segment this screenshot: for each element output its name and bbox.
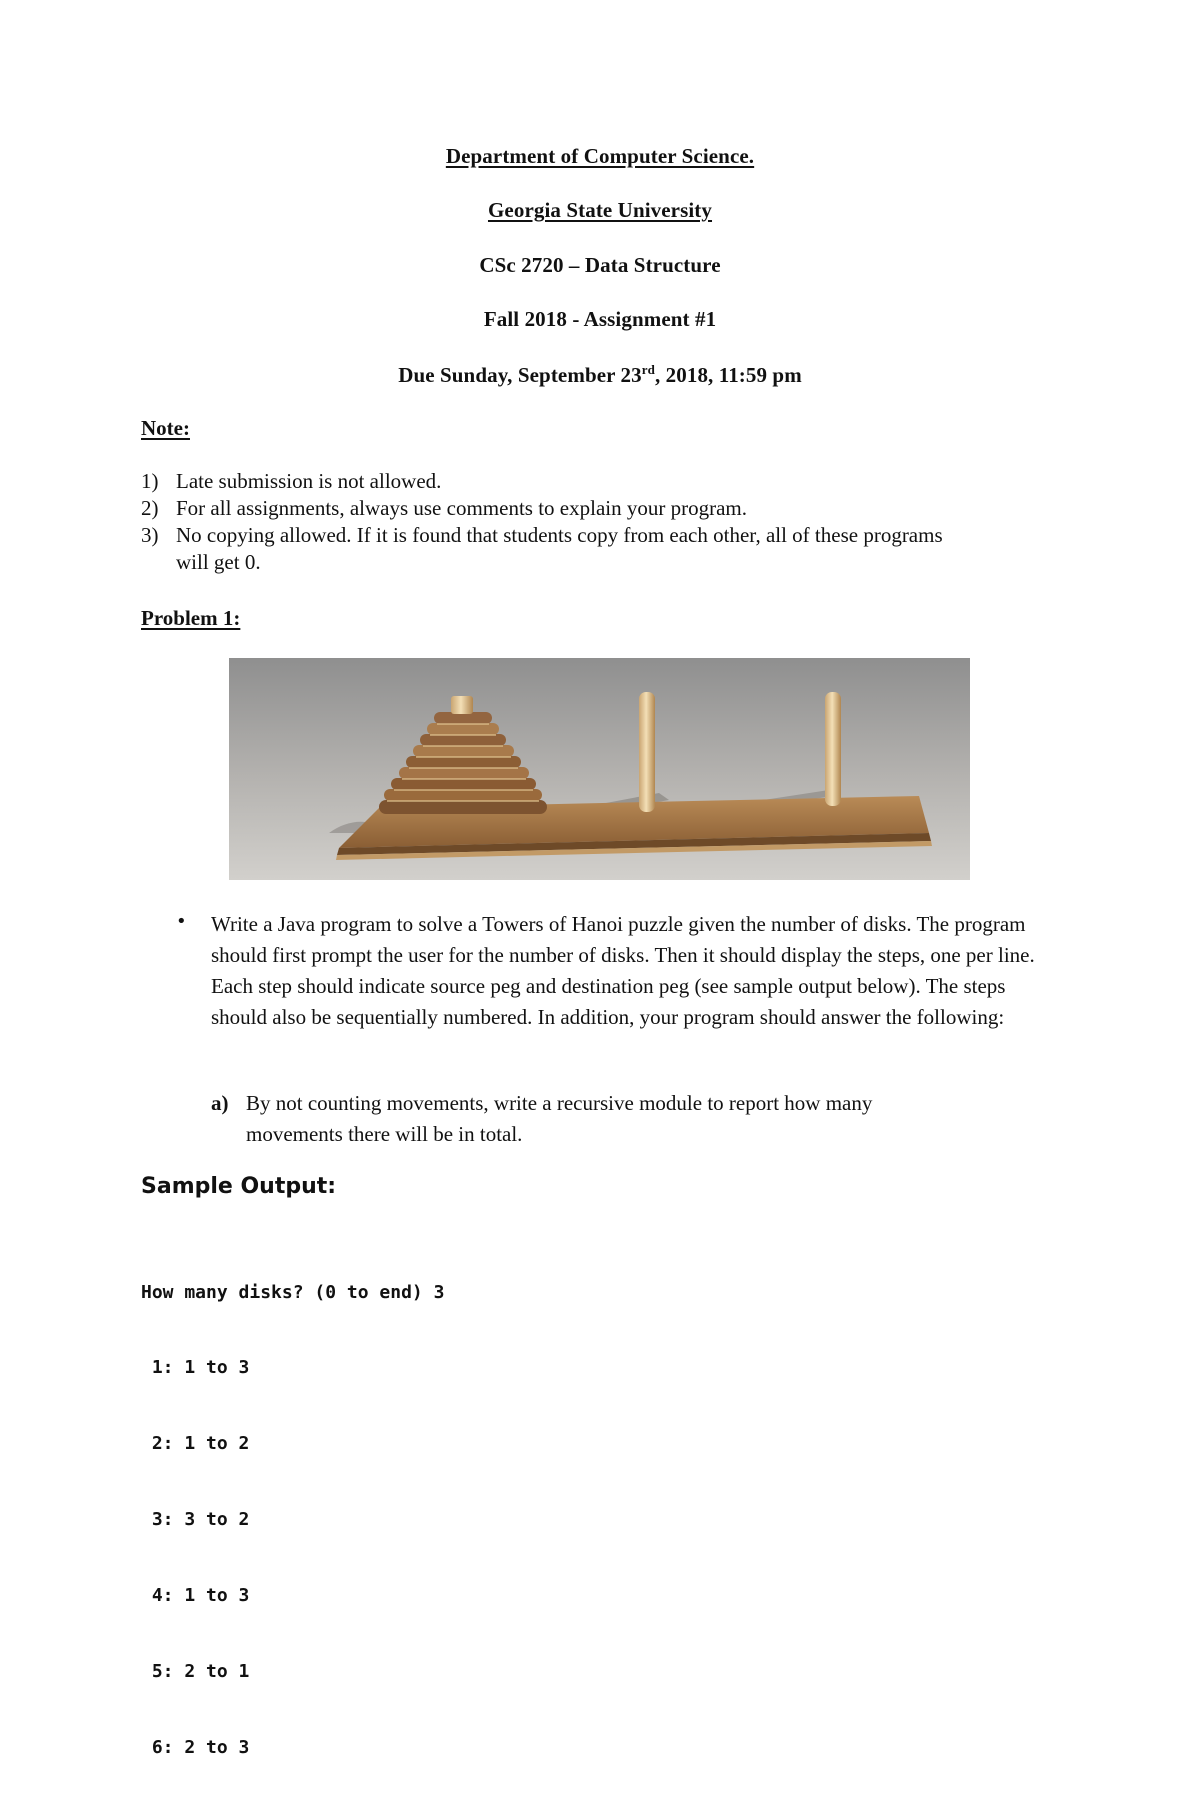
bullet-icon: •	[176, 911, 187, 932]
due-date: Due Sunday, September 23rd, 2018, 11:59 pm	[398, 362, 802, 387]
note-text: For all assignments, always use comments to explain your program.	[176, 496, 747, 520]
note-text: No copying allowed. If it is found that students copy from each other, all of these programs will get 0.	[176, 523, 943, 574]
towers-of-hanoi-photo	[229, 658, 970, 880]
peg-middle	[639, 692, 655, 812]
sample-output-code	[141, 1229, 444, 1811]
note-number: 3)	[141, 523, 159, 547]
note-item	[141, 468, 1001, 495]
code-line: 6: 2 to 3	[141, 1736, 250, 1758]
code-line: 1: 1 to 3	[141, 1357, 250, 1379]
department-title: Department of Computer Science.	[445, 144, 755, 168]
note-list	[141, 468, 1001, 576]
problem-heading: Problem 1:	[141, 606, 241, 630]
code-line: 5: 2 to 1	[141, 1661, 250, 1683]
sub-question-a	[211, 1088, 971, 1150]
note-item	[141, 522, 1001, 576]
sub-question-label: a)	[211, 1091, 229, 1115]
sub-question-text: By not counting movements, write a recursive module to report how many movements there will be in total.	[246, 1091, 873, 1146]
note-number: 2)	[141, 496, 159, 520]
note-text: Late submission is not allowed.	[176, 469, 442, 493]
course-title: CSc 2720 – Data Structure	[479, 253, 721, 277]
code-line: 3: 3 to 2	[141, 1509, 250, 1531]
assignment-title: Fall 2018 - Assignment #1	[483, 307, 717, 331]
problem-text: Write a Java program to solve a Towers of Hanoi puzzle given the number of disks. The program should first prompt the user for the number of disks. Then it should display the steps, one per line. Each step should indicate source peg and destination peg (see sample output below). The steps should also be sequentially numbered. In addition, your program should answer the following:	[211, 912, 1035, 1029]
note-item	[141, 495, 1001, 522]
code-line: How many disks? (0 to end) 3	[141, 1281, 445, 1303]
problem-description	[176, 909, 1076, 1033]
university-title: Georgia State University	[487, 198, 713, 222]
note-number: 1)	[141, 469, 159, 493]
sample-output-heading: Sample Output:	[141, 1174, 337, 1199]
code-line: 2: 1 to 2	[141, 1433, 250, 1455]
peg-right	[825, 692, 841, 806]
code-line: 4: 1 to 3	[141, 1585, 250, 1607]
note-heading: Note:	[141, 416, 190, 440]
